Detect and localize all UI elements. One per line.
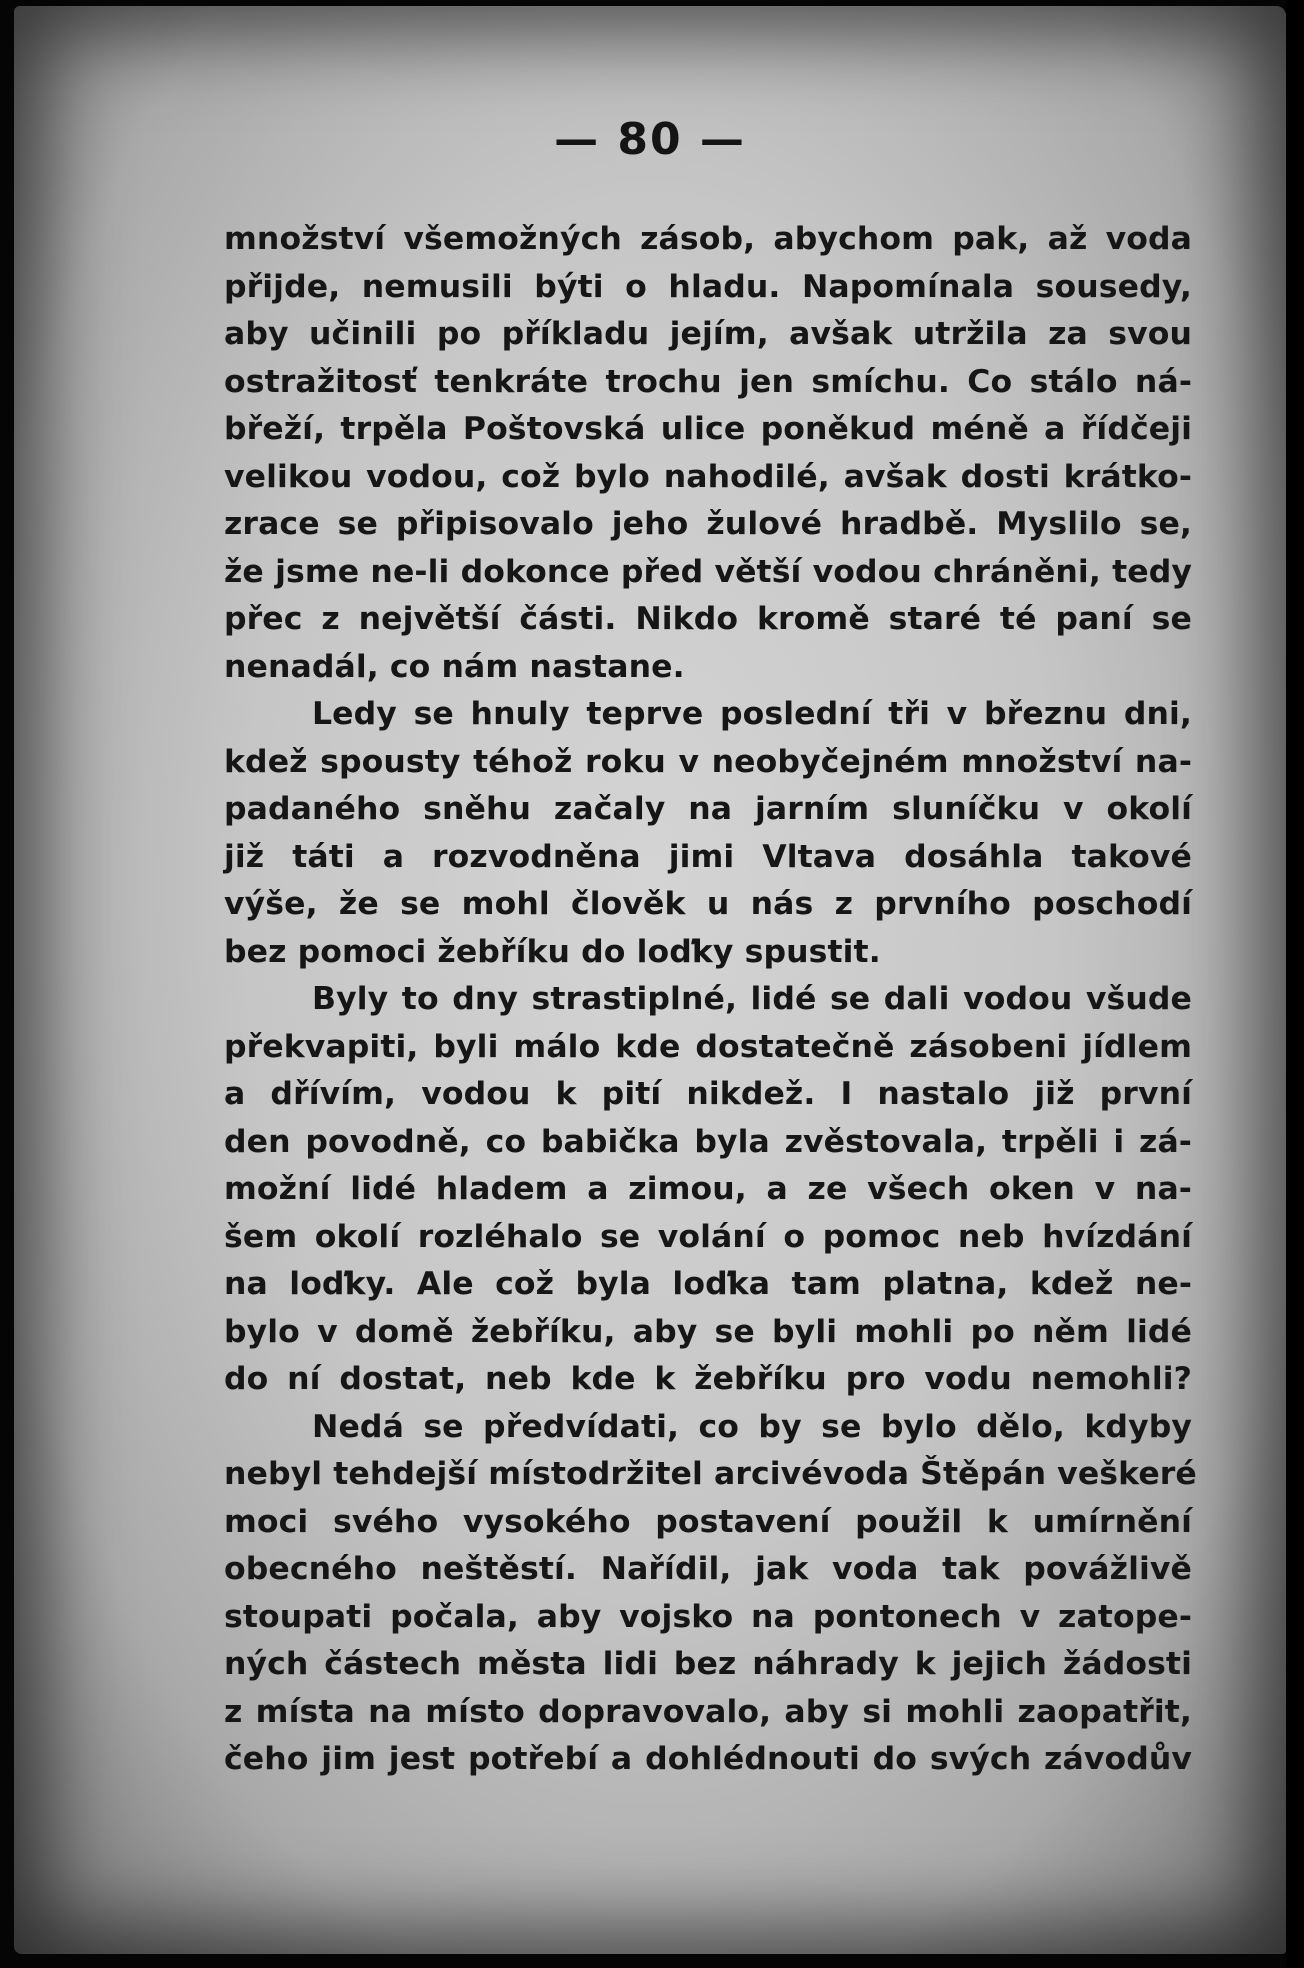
- text-line: a dřívím, vodou k pití nikdež. I nastalo již první: [224, 1076, 1192, 1112]
- text-line: stoupati počala, aby vojsko na pontonech v zatope-: [224, 1598, 1192, 1635]
- text-line: výše, že se mohl člověk u nás z prvního poschodí: [224, 886, 1192, 922]
- text-line: moci svého vysokého postavení použil k umírnění: [224, 1503, 1192, 1540]
- paragraph-1: [224, 216, 1192, 691]
- text-line: možní lidé hladem a zimou, a ze všech oken v na-: [224, 1171, 1192, 1207]
- text-line: již táti a rozvodněna jimi Vltava dosáhla takové: [224, 838, 1192, 875]
- text-line: do ní dostat, neb kde k žebříku pro vodu nemohli?: [224, 1361, 1192, 1397]
- text-line: z místa na místo dopravovalo, aby si mohli zaopatřit,: [224, 1693, 1192, 1730]
- text-line: břeží, trpěla Poštovská ulice poněkud méně a řídčeji: [224, 411, 1192, 447]
- text-line: kdež spousty téhož roku v neobyčejném množství na-: [224, 743, 1192, 780]
- text-line: den povodně, co babička byla zvěstovala, trpěli i zá-: [224, 1123, 1192, 1160]
- text-line: šem okolí rozléhalo se volání o pomoc neb hvízdání: [224, 1218, 1192, 1255]
- text-line: na loďky. Ale což byla loďka tam platna, kdež ne-: [224, 1266, 1192, 1302]
- text-line: nebyl tehdejší místodržitel arcivévoda Štěpán veškeré: [224, 1456, 1197, 1492]
- text-line: překvapiti, byli málo kde dostatečně zásobeni jídlem: [224, 1028, 1192, 1065]
- text-line: bez pomoci žebříku do loďky spustit.: [224, 933, 881, 970]
- text-line: že jsme ne-li dokonce před větší vodou chráněni, tedy: [224, 553, 1192, 590]
- text-line: bylo v domě žebříku, aby se byli mohli po něm lidé: [224, 1313, 1192, 1350]
- text-line: aby učinili po příkladu jejím, avšak utržila za svou: [224, 316, 1192, 352]
- text-line: Nedá se předvídati, co by se bylo dělo, kdyby: [312, 1408, 1192, 1445]
- text-line: množství všemožných zásob, abychom pak, až voda: [224, 221, 1192, 257]
- scan-edge: [1286, 0, 1304, 1968]
- paragraph-2: [224, 691, 1192, 976]
- text-line: velikou vodou, což bylo nahodilé, avšak dosti krátko-: [224, 458, 1192, 495]
- text-line: zrace se připisovalo jeho žulové hradbě. Myslilo se,: [224, 506, 1192, 542]
- body-text: [224, 216, 1197, 1784]
- text-line: ných částech města lidi bez náhrady k jejich žádosti: [224, 1646, 1192, 1682]
- text-line: ostražitosť tenkráte trochu jen smíchu. Co stálo ná-: [224, 363, 1192, 400]
- text-line: čeho jim jest potřebí a dohlédnouti do svých závodův: [224, 1741, 1192, 1777]
- paragraph-3: [224, 976, 1192, 1404]
- text-line: obecného neštěstí. Nařídil, jak voda tak povážlivě: [224, 1551, 1192, 1587]
- text-line: přec z největší části. Nikdo kromě staré té paní se: [224, 601, 1192, 637]
- text-line: Byly to dny strastiplné, lidé se dali vodou všude: [312, 981, 1192, 1017]
- paper-sheet: [14, 6, 1286, 1954]
- text-line: Ledy se hnuly teprve poslední tři v březnu dni,: [312, 696, 1192, 732]
- text-line: přijde, nemusili býti o hladu. Napomínala sousedy,: [224, 268, 1192, 305]
- paragraph-4: [224, 1404, 1197, 1784]
- text-line: nenadál, co nám nastane.: [224, 648, 685, 685]
- text-line: padaného sněhu začaly na jarním sluníčku v okolí: [224, 791, 1192, 827]
- page-number: — 80 —: [554, 114, 746, 165]
